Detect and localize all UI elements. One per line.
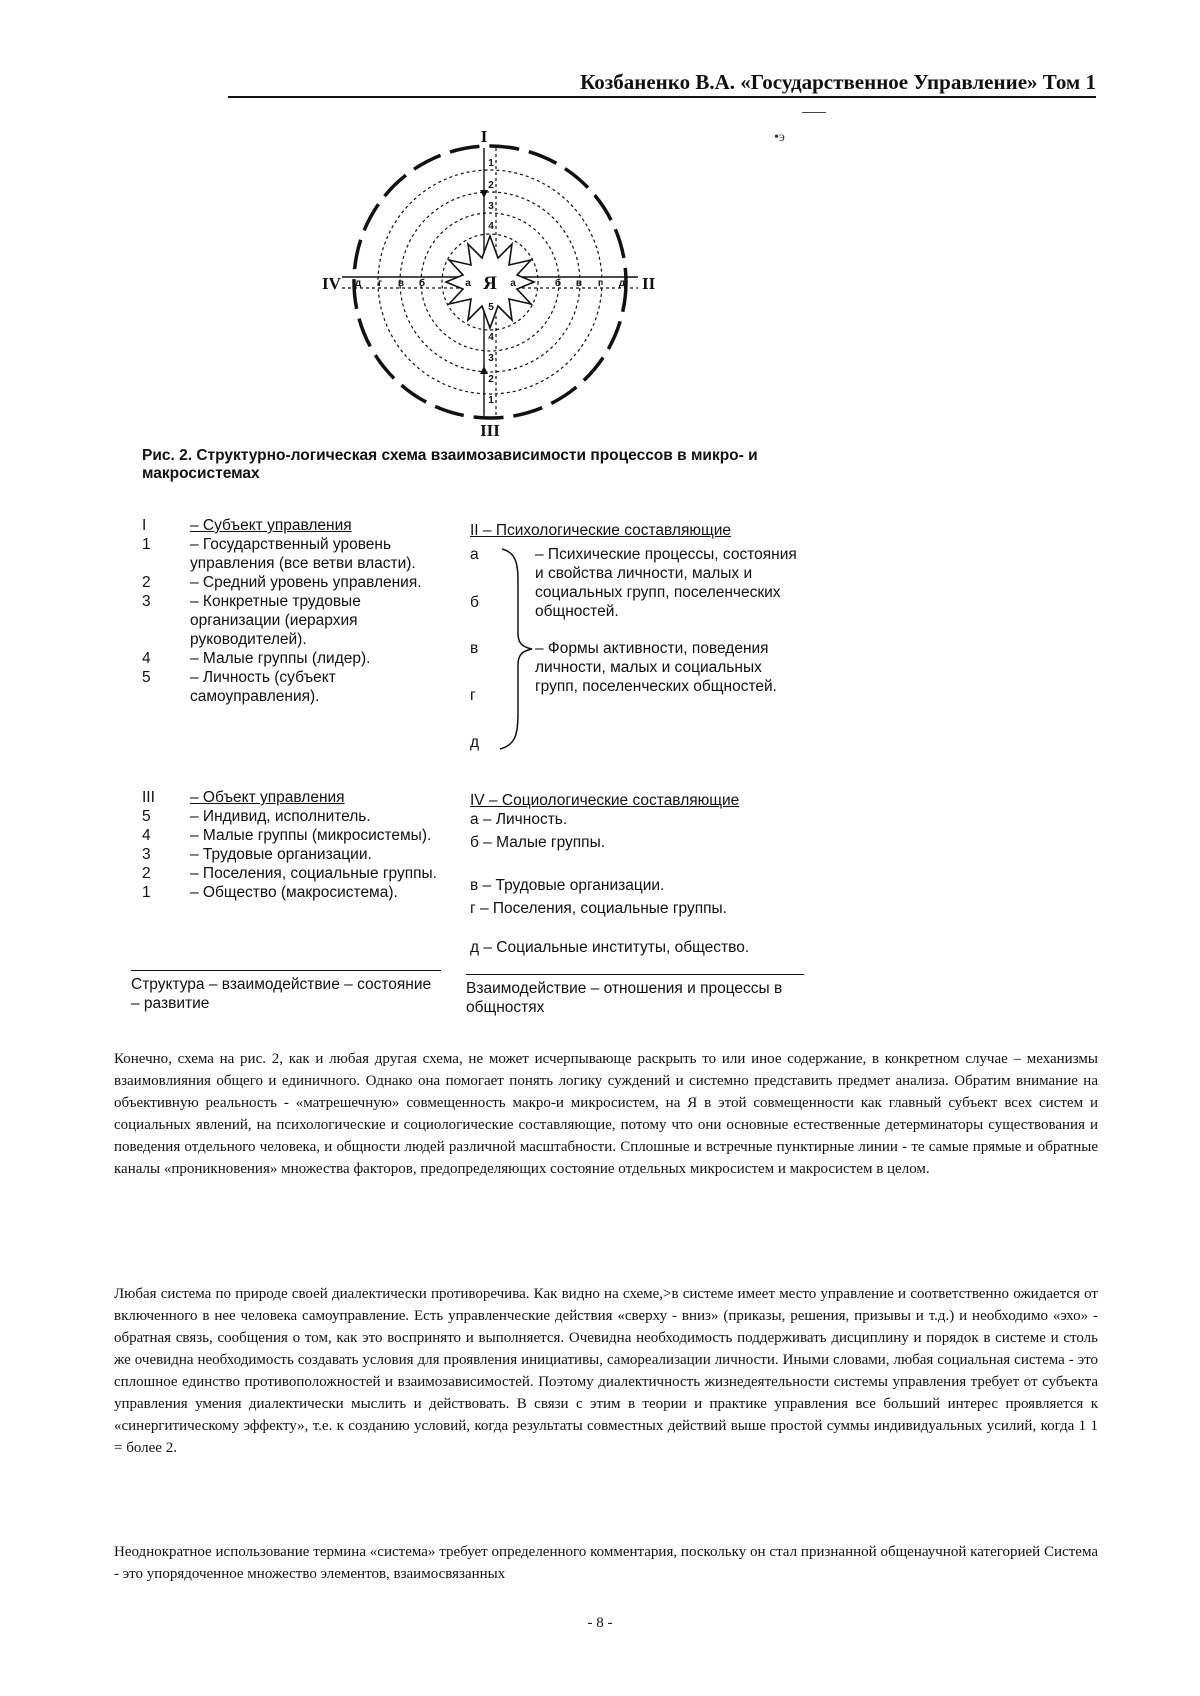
legend-letter: в: [470, 640, 479, 657]
legend-item-num: 4: [142, 827, 151, 844]
page-number: - 8 -: [587, 1615, 613, 1631]
arrow-head-bottom: [480, 366, 488, 374]
legend-letter: д: [470, 734, 480, 751]
page-header: [228, 66, 1096, 98]
level-top-2: 2: [488, 180, 494, 191]
legend-item-text: – Малые группы (микросистемы).: [190, 827, 432, 844]
legend-item: [142, 807, 442, 826]
legend-sociological: [470, 791, 800, 957]
summary-structure: Структура – взаимодействие – состояние – развитие: [131, 970, 441, 1013]
legend-subject: [142, 516, 442, 706]
right-letter-b: б: [554, 278, 562, 289]
arrow-head-top: [480, 190, 488, 198]
header-title: Козбаненко В.А. «Государственное Управление» Том 1: [580, 70, 1096, 94]
legend-item-num: 4: [142, 650, 151, 667]
stray-mark: •э: [774, 130, 785, 145]
legend-item: [142, 883, 442, 902]
label-center: Я: [483, 273, 497, 294]
summary-interaction: Взаимодействие – отношения и процессы в общностях: [466, 974, 804, 1017]
legend-item-num: 3: [142, 846, 151, 863]
header-dash: [802, 112, 826, 113]
legend-psychological-text-1: – Психические процессы, состояния и свойства личности, малых и социальных групп, поселенческих общностей.: [535, 546, 797, 620]
legend-item-text: – Индивид, исполнитель.: [190, 808, 371, 825]
legend-letter: г: [470, 687, 476, 704]
legend-item-num: 2: [142, 865, 151, 882]
legend-sociological-item: а – Личность.: [470, 811, 568, 828]
level-bottom-3: 3: [488, 353, 494, 364]
level-bottom-4: 4: [488, 332, 494, 343]
center-right-letter: а: [510, 278, 516, 289]
legend-item: [142, 668, 442, 706]
legend-sociological-item: в – Трудовые организации.: [470, 877, 665, 894]
label-top: I: [480, 128, 488, 146]
legend-item-text: – Поселения, социальные группы.: [190, 865, 437, 882]
curly-brace-icon: [496, 547, 536, 751]
legend-psychological-title: II – Психологические составляющие: [470, 522, 732, 539]
legend-object-title: – Объект управления: [190, 789, 345, 806]
legend-psychological-text-2: – Формы активности, поведения личности, малых и социальных групп, поселенческих общностей.: [535, 640, 777, 695]
legend-mark: I: [142, 517, 147, 534]
legend-item-text: – Конкретные трудовые организации (иерархия руководителей).: [190, 593, 361, 648]
legend-item-num: 3: [142, 593, 151, 610]
legend-item-text: – Малые группы (лидер).: [190, 650, 371, 667]
legend-item: [142, 592, 442, 649]
legend-item: [142, 649, 442, 668]
body-paragraph: Любая система по природе своей диалектически противоречива. Как видно на схеме,>в системе имеет место управление и соответственно ожидается от включенного в нее человека самоуправление. Есть управленческие действия «сверху - вниз» (приказы, решения, призывы и т.д.) и необходимо «эхо» - обратная связь, сообщения о том, как это воспринято и выполняется. Очевидна необходимость поддерживать дисциплину и порядок в системе и столь же очевидна необходимость создавать условия для проявления инициативы, самореализации личности. Иными словами, любая социальная система - это сплошное единство противоположностей и взаимозависимостей. Поэтому диалектичность жизнедеятельности системы управления требует от субъекта управления умения диалектически мыслить и действовать. В связи с этим в теории и практике управления все больший интерес проявляется к «синергитическому эффекту», т.е. к созданию условий, когда результаты совместных действий выше простой суммы индивидуальных усилий, когда 1 1 = более 2.: [114, 1286, 1098, 1456]
left-letter-b: б: [418, 278, 426, 289]
body-paragraph: Неоднократное использование термина «система» требует определенного комментария, поскольку он стал признанной общенаучной категорией Система - это упорядоченное множество элементов, взаимосвязанных: [114, 1544, 1098, 1582]
structure-diagram: [320, 128, 660, 438]
legend-item: [142, 845, 442, 864]
legend-object: [142, 788, 442, 902]
level-bottom-1: 1: [488, 395, 494, 406]
legend-item-num: 2: [142, 574, 151, 591]
legend-mark: III: [142, 789, 155, 806]
level-top-3: 3: [488, 201, 494, 212]
legend-item-text: – Трудовые организации.: [190, 846, 372, 863]
legend-item: [142, 864, 442, 883]
legend-psychological: [470, 521, 800, 751]
level-top-4: 4: [488, 221, 494, 232]
label-bottom: III: [480, 421, 500, 438]
legend-item-num: 1: [142, 884, 151, 901]
legend-sociological-item: д – Социальные институты, общество.: [470, 939, 750, 956]
left-letter-v: в: [397, 278, 405, 289]
legend-item-text: – Средний уровень управления.: [190, 574, 422, 591]
label-left: IV: [322, 274, 341, 293]
legend-item-num: 1: [142, 536, 151, 553]
figure-caption: Рис. 2. Структурно-логическая схема взаимозависимости процессов в микро- и макросистемах: [142, 447, 758, 482]
center-number: 5: [488, 302, 494, 313]
left-letter-d: д: [354, 278, 362, 289]
legend-item-text: – Личность (субъект самоуправления).: [190, 669, 336, 705]
left-letter-g: г: [377, 278, 383, 289]
legend-sociological-item: б – Малые группы.: [470, 834, 606, 851]
legend-subject-title: – Субъект управления: [190, 517, 352, 534]
legend-letter: б: [470, 594, 479, 611]
legend-object-title-row: [142, 788, 442, 807]
legend-sociological-item: г – Поселения, социальные группы.: [470, 900, 727, 917]
right-letter-v: в: [575, 278, 583, 289]
legend-letter: а: [470, 546, 479, 563]
legend-subject-title-row: [142, 516, 442, 535]
level-bottom-2: 2: [488, 374, 494, 385]
legend-item-text: – Государственный уровень управления (все ветви власти).: [190, 536, 416, 572]
level-top-1: 1: [488, 158, 494, 169]
legend-item-text: – Общество (макросистема).: [190, 884, 398, 901]
right-letter-g: г: [597, 278, 603, 289]
legend-item: [142, 573, 442, 592]
legend-item: [142, 535, 442, 573]
legend-item: [142, 826, 442, 845]
center-left-letter: а: [465, 278, 471, 289]
right-letter-d: д: [618, 278, 626, 289]
label-right: II: [642, 274, 656, 293]
body-paragraph: Конечно, схема на рис. 2, как и любая другая схема, не может исчерпывающе раскрыть то или иное содержание, в конкретном случае – механизмы взаимовлияния общего и единичного. Однако она помогает понять логику суждений и системно представить предмет анализа. Обратим внимание на объективную реальность - «матрешечную» совмещенность макро-и микросистем, на Я в этой совмещенности как главный субъект всех систем и социальных явлений, на психологические и социологические составляющие, потому что они основные естественные детерминаторы существования и поведения отдельного человека, и общности людей различной масштабности. Сплошные и встречные пунктирные линии - те самые прямые и обратные каналы «проникновения» множества факторов, предопределяющих состояние отдельных микросистем и макросистем в целом.: [114, 1051, 1098, 1177]
legend-sociological-title: IV – Социологические составляющие: [470, 792, 740, 809]
legend-item-num: 5: [142, 669, 151, 686]
legend-item-num: 5: [142, 808, 151, 825]
